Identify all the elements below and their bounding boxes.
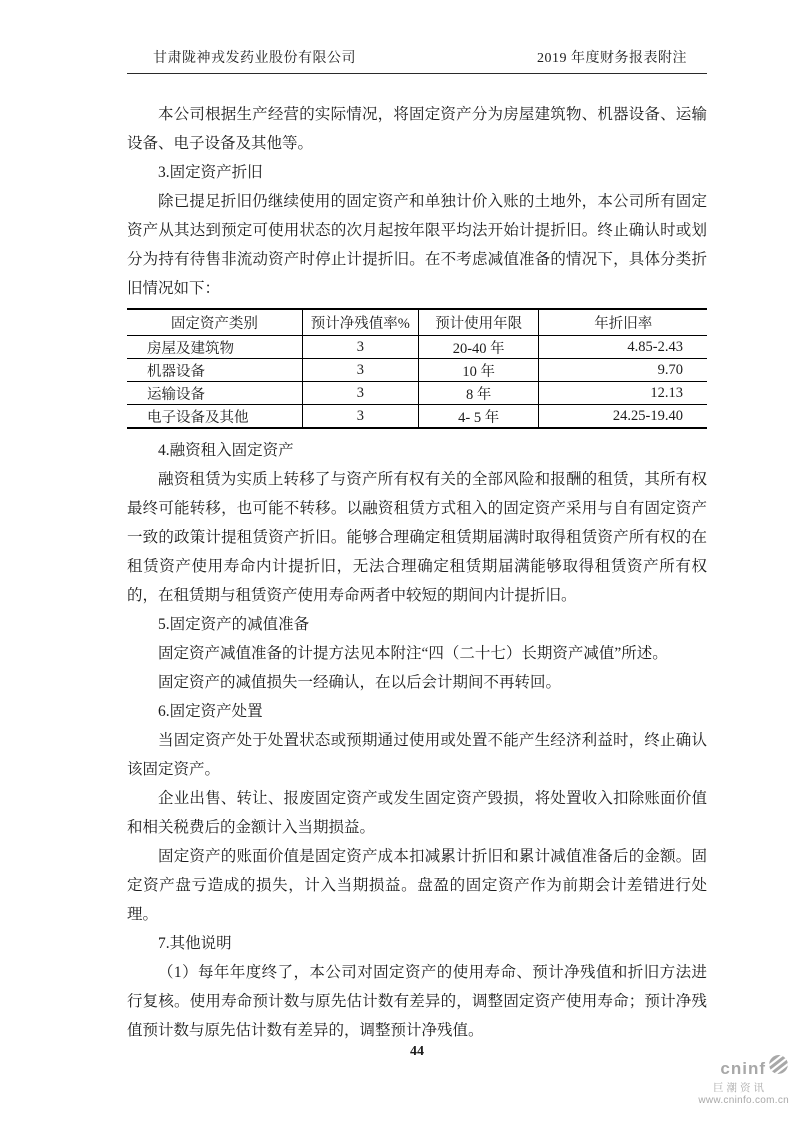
cninfo-logo <box>698 1056 789 1107</box>
table-cell: 运输设备 <box>127 382 302 405</box>
section-heading-6: 6.固定资产处置 <box>158 703 263 720</box>
cninfo-swirl-icon <box>768 1054 789 1079</box>
paragraph-disposal-1: 当固定资产处于处置状态或预期通过使用或处置不能产生经济利益时，终止确认该固定资产。 <box>127 732 707 778</box>
table-cell: 机器设备 <box>127 359 302 382</box>
section-heading-5: 5.固定资产的减值准备 <box>158 616 310 633</box>
table-row <box>127 405 707 429</box>
table-body <box>127 336 707 429</box>
page-content <box>127 74 707 1045</box>
table-header-cell: 固定资产类别 <box>127 309 302 336</box>
table-header-cell: 年折旧率 <box>539 309 707 336</box>
table-cell: 9.70 <box>539 359 707 382</box>
paragraph-review: （1）每年年度终了，本公司对固定资产的使用寿命、预计净残值和折旧方法进行复核。使用寿命预计数与原先估计数有差异的，调整固定资产使用寿命；预计净残值预计数与原先估计数有差异的，调整预计净残值。 <box>127 964 707 1039</box>
section-heading-4: 4.融资租入固定资产 <box>158 442 294 459</box>
table-cell: 24.25-19.40 <box>539 405 707 429</box>
paragraph-depreciation: 除已提足折旧仍继续使用的固定资产和单独计价入账的土地外，本公司所有固定资产从其达到预定可使用状态的次月起按年限平均法开始计提折旧。终止确认时或划分为持有待售非流动资产时停止计提折旧。在不考虑减值准备的情况下，具体分类折旧情况如下： <box>127 193 707 297</box>
section-heading-3: 3.固定资产折旧 <box>158 164 263 181</box>
table-cell: 3 <box>302 405 418 429</box>
table-row <box>127 359 707 382</box>
cninfo-brand-text: cninf <box>720 1058 766 1078</box>
section-heading-7: 7.其他说明 <box>158 935 232 952</box>
table-cell: 8 年 <box>418 382 539 405</box>
table-cell: 3 <box>302 359 418 382</box>
paragraph-impairment-method: 固定资产减值准备的计提方法见本附注“四（二十七）长期资产减值”所述。 <box>158 645 668 662</box>
table-row <box>127 382 707 405</box>
table-cell: 10 年 <box>418 359 539 382</box>
table-cell: 房屋及建筑物 <box>127 336 302 359</box>
table-cell: 电子设备及其他 <box>147 409 249 426</box>
table-cell: 12.13 <box>539 382 707 405</box>
cninfo-logo-row <box>698 1056 789 1081</box>
table-header-cell: 预计净残值率% <box>302 309 418 336</box>
paragraph-finance-lease: 融资租赁为实质上转移了与资产所有权有关的全部风险和报酬的租赁，其所有权最终可能转移，也可能不转移。以融资租赁方式租入的固定资产采用与自有固定资产一致的政策计提租赁资产折旧。能够合理确定租赁期届满时取得租赁资产所有权的在租赁资产使用寿命内计提折旧，无法合理确定租赁期届满能够取得租赁资产所有权的，在租赁期与租赁资产使用寿命两者中较短的期间内计提折旧。 <box>127 471 707 604</box>
depreciation-table <box>127 308 707 429</box>
page-number: 44 <box>410 1044 424 1059</box>
paragraph-carrying-value: 固定资产的账面价值是固定资产成本扣减累计折旧和累计减值准备后的金额。固定资产盘亏造成的损失，计入当期损益。盘盈的固定资产作为前期会计差错进行处理。 <box>127 848 707 923</box>
cninfo-url: www.cninfo.com.cn <box>698 1095 789 1106</box>
company-name: 甘肃陇神戎发药业股份有限公司 <box>153 51 356 66</box>
paragraph-disposal-2: 企业出售、转让、报废固定资产或发生固定资产毁损，将处置收入扣除账面价值和相关税费后的金额计入当期损益。 <box>127 790 707 836</box>
paragraph-intro: 本公司根据生产经营的实际情况，将固定资产分为房屋建筑物、机器设备、运输设备、电子设备及其他等。 <box>127 106 707 152</box>
table-header-row <box>127 309 707 336</box>
paragraph-impairment-no-reversal: 固定资产的减值损失一经确认，在以后会计期间不再转回。 <box>158 674 562 691</box>
table-cell: 4.85-2.43 <box>539 336 707 359</box>
page-header <box>127 0 707 74</box>
table-cell: 20-40 年 <box>418 336 539 359</box>
table-header-cell: 预计使用年限 <box>418 309 539 336</box>
table-row <box>127 336 707 359</box>
table-cell: 3 <box>302 382 418 405</box>
table-cell: 4- 5 年 <box>418 405 539 429</box>
table-cell: 3 <box>302 336 418 359</box>
cninfo-chinese-name: 巨潮资讯 <box>713 1081 767 1094</box>
document-title: 2019 年度财务报表附注 <box>537 51 687 66</box>
